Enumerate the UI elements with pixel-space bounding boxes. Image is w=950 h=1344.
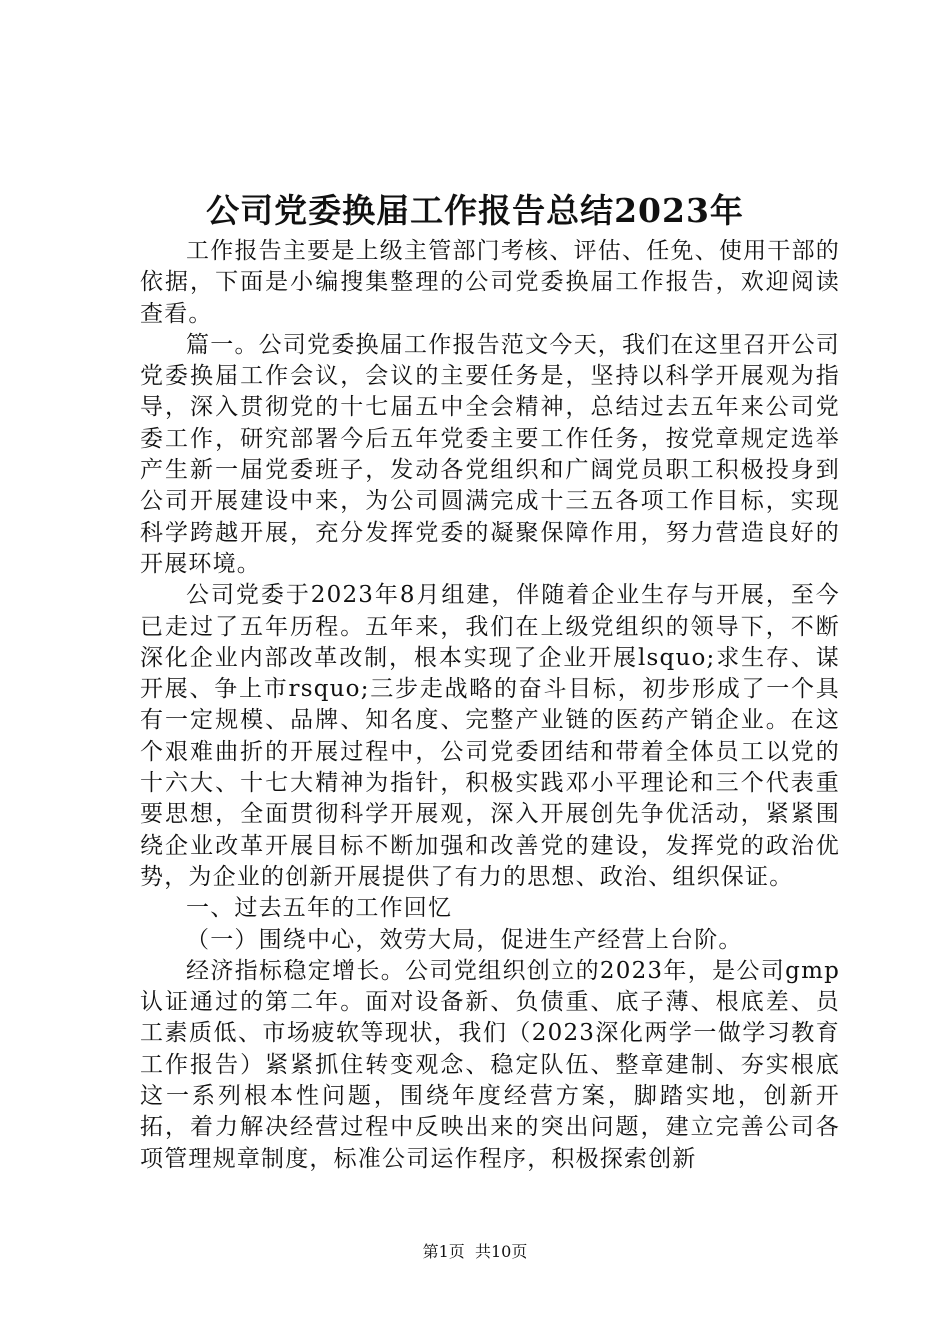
paragraph: 经济指标稳定增长。公司党组织创立的2023年，是公司gmp认证通过的第二年。面对设备新、负债重、底子薄、根底差、员工素质低、市场疲软等现状，我们（2023深化两学一做学习教育工作报告）紧紧抓住转变观念、稳定队伍、整章建制、夯实根底这一系列根本性问题，围绕年度经营方案，脚踏实地，创新开拓，着力解决经营过程中反映出来的突出问题，建立完善公司各项管理规章制度，标准公司运作程序，积极探索创新 — [140, 957, 840, 1172]
page-total: 共10页 — [474, 1242, 528, 1261]
paragraph: 工作报告主要是上级主管部门考核、评估、任免、使用干部的依据，下面是小编搜集整理的公司党委换届工作报告，欢迎阅读查看。 — [140, 238, 840, 327]
section-heading: 一、过去五年的工作回忆 — [186, 895, 453, 922]
page-number: 第1页 — [422, 1242, 465, 1261]
page-footer — [0, 1240, 950, 1264]
subsection-heading: （一）围绕中心，效劳大局，促进生产经营上台阶。 — [186, 926, 743, 953]
paragraph: 篇一。公司党委换届工作报告范文今天，我们在这里召开公司党委换届工作会议，会议的主要任务是，坚持以科学开展观为指导，深入贯彻党的十七届五中全会精神，总结过去五年来公司党委工作，研究部署今后五年党委主要工作任务，按党章规定选举产生新一届党委班子，发动各党组织和广阔党员职工积极投身到公司开展建设中来，为公司圆满完成十三五各项工作目标，实现科学跨越开展，充分发挥党委的凝聚保障作用，努力营造良好的开展环境。 — [140, 331, 840, 577]
document-body — [140, 236, 840, 1175]
paragraph: 公司党委于2023年8月组建，伴随着企业生存与开展，至今已走过了五年历程。五年来，我们在上级党组织的领导下，不断深化企业内部改革改制，根本实现了企业开展lsquo;求生存、谋开展、争上市rsquo;三步走战略的奋斗目标，初步形成了一个具有一定规模、品牌、知名度、完整产业链的医药产销企业。在这个艰难曲折的开展过程中，公司党委团结和带着全体员工以党的十六大、十七大精神为指针，积极实践邓小平理论和三个代表重要思想，全面贯彻科学开展观，深入开展创先争优活动，紧紧围绕企业改革开展目标不断加强和改善党的建设，发挥党的政治优势，为企业的创新开展提供了有力的思想、政治、组织保证。 — [140, 582, 840, 890]
document-title: 公司党委换届工作报告总结2023年 — [206, 191, 744, 230]
